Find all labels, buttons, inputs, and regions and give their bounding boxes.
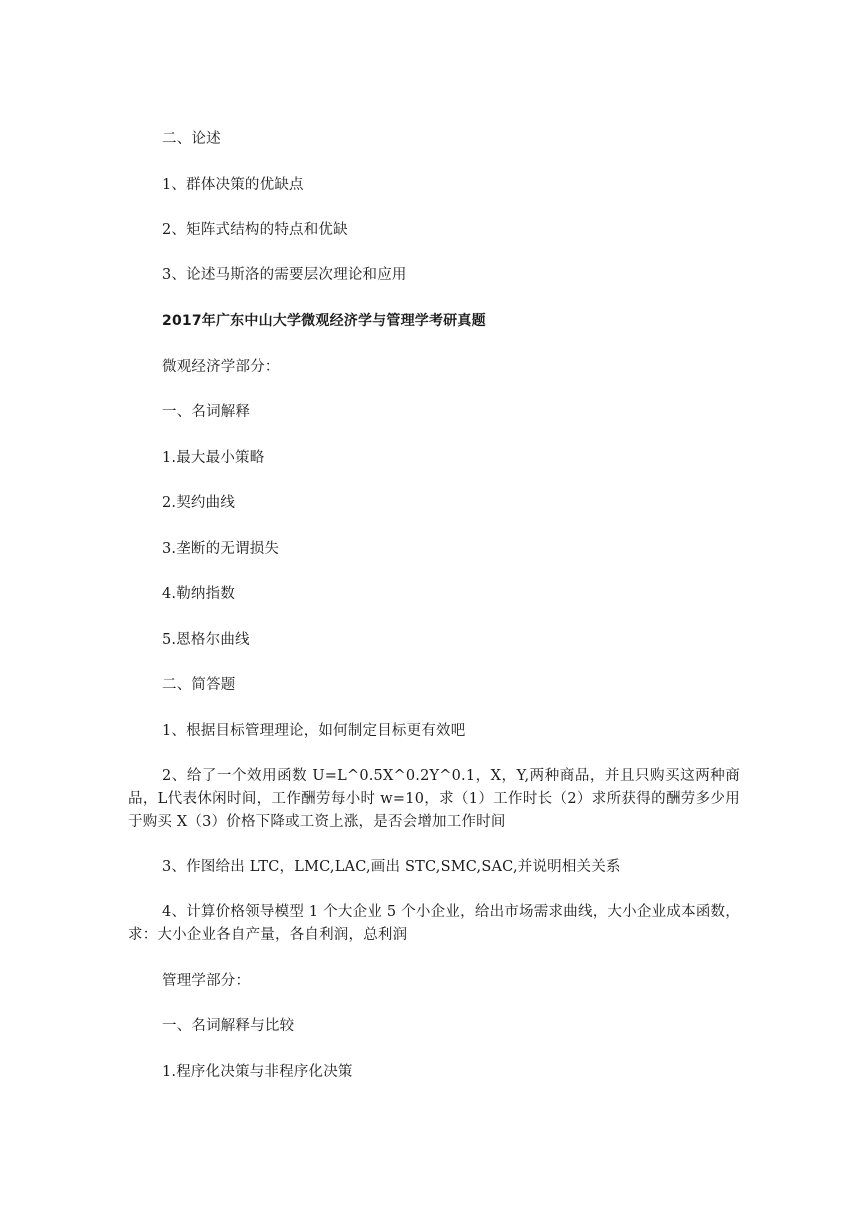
question-item: 3、作图给出 LTC，LMC,LAC,画出 STC,SMC,SAC,并说明相关关系 (162, 859, 621, 875)
section-heading-terms-compare: 一、名词解释与比较 (162, 1018, 295, 1034)
part-heading-microeconomics: 微观经济学部分： (162, 359, 280, 375)
question-item: 1、根据目标管理理论，如何制定目标更有效吧 (162, 723, 466, 739)
term-item: 1.最大最小策略 (162, 450, 265, 466)
term-item: 5.恩格尔曲线 (162, 632, 250, 648)
exam-title: 2017年广东中山大学微观经济学与管理学考研真题 (162, 313, 486, 329)
question-item: 2、矩阵式结构的特点和优缺 (162, 222, 348, 238)
term-item: 4.勒纳指数 (162, 586, 236, 602)
term-item: 3.垄断的无谓损失 (162, 541, 280, 557)
question-item: 2、给了一个效用函数 U=L^0.5X^0.2Y^0.1，X，Y,两种商品，并且只购买这两种商品，L代表休闲时间，工作酬劳每小时 w=10，求（1）工作时长（2）求所获得的酬劳多少用于购买 X（3）价格下降或工资上涨，是否会增加工作时间 (128, 768, 740, 830)
question-item: 1、群体决策的优缺点 (162, 177, 304, 193)
section-heading-short-answer: 二、简答题 (162, 677, 236, 693)
section-heading-terms: 一、名词解释 (162, 404, 251, 420)
part-heading-management: 管理学部分： (162, 973, 251, 989)
term-item: 2.契约曲线 (162, 495, 236, 511)
section-heading-discussion: 二、论述 (162, 131, 221, 147)
question-item: 4、计算价格领导模型 1 个大企业 5 个小企业，给出市场需求曲线，大小企业成本函数，求：大小企业各自产量，各自利润，总利润 (128, 904, 740, 943)
question-item: 3、论述马斯洛的需要层次理论和应用 (162, 267, 407, 283)
term-item: 1.程序化决策与非程序化决策 (162, 1064, 353, 1080)
